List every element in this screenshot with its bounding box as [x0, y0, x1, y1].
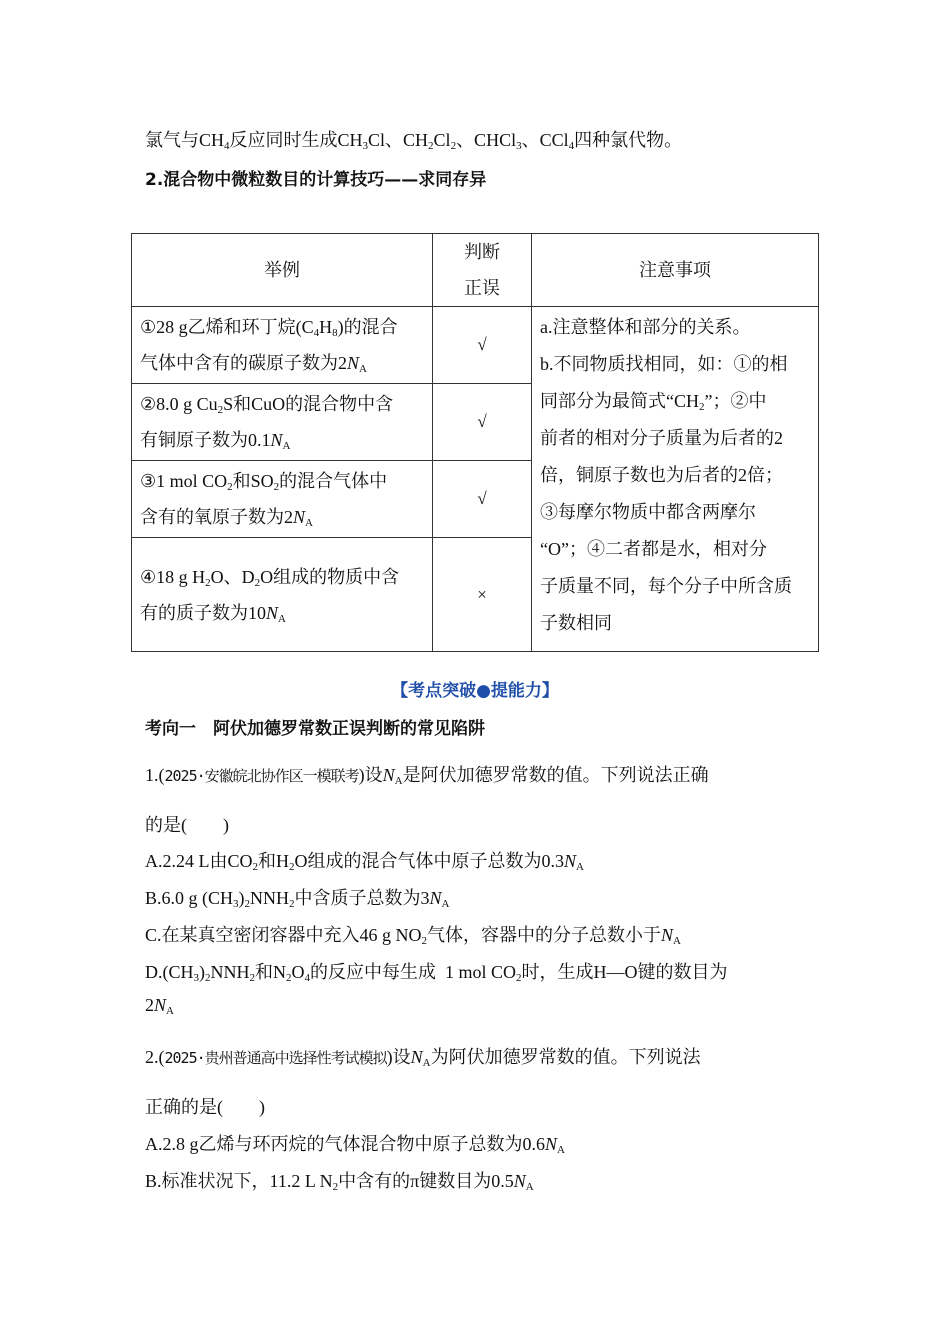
technique-table — [131, 233, 819, 652]
example-cell: ③1 mol $CO_2$和$SO_2$的混合气体中 含有的氧原子数为$2N_A$ — [132, 461, 433, 538]
q2-option-a: A.2.8 g乙烯与环丙烷的气体混合物中原子总数为$0.6N_A$ — [145, 1134, 565, 1156]
subsection-title: 考向一 阿伏加德罗常数正误判断的常见陷阱 — [145, 719, 485, 739]
q1-option-a: A.2.24 L由$CO_2$和$H_2O$组成的混合气体中原子总数为$0.3N_A$ — [145, 851, 584, 873]
header-example: 举例 — [132, 234, 433, 307]
example-cell: ①28 g乙烯和环丁烷$(C_4H_8)$的混合 气体中含有的碳原子数为$2N_A$ — [132, 307, 433, 384]
judgement-cell: √ — [433, 307, 532, 384]
header-notes: 注意事项 — [532, 234, 819, 307]
example-cell: ④18 g $H_2O$、$D_2O$组成的物质中含 有的质子数为$10N_A$ — [132, 538, 433, 652]
header-judgement-line1: 判断 — [464, 242, 500, 262]
judgement-cell: √ — [433, 384, 532, 461]
table-header-row — [132, 234, 819, 307]
intro-line: 氯气与$CH_4$反应同时生成$CH_3Cl$、$CH_2Cl_2$、CHCl$_3$、CCl$_4$四种氯代物。 — [145, 130, 683, 152]
judgement-cell: × — [433, 538, 532, 652]
header-judgement — [433, 234, 532, 307]
q2-option-b: B.标准状况下，11.2 L $N_2$中含有的π键数目为$0.5N_A$ — [145, 1171, 534, 1193]
judgement-cell: √ — [433, 461, 532, 538]
q1-option-b: B.6.0 g $(CH_3)_2NNH_2$中含质子总数为$3N_A$ — [145, 888, 450, 910]
table-row — [132, 307, 819, 384]
q1-option-c: C.在某真空密闭容器中充入46 g $NO_2$气体，容器中的分子总数小于$N_A$ — [145, 925, 681, 947]
q1-option-d-cont: $2N_A$ — [145, 995, 174, 1017]
notes-cell: a.注意整体和部分的关系。 b.不同物质找相同，如：①的相 同部分为最简式“$CH_2$”；②中 前者的相对分子质量为后者的2 倍，铜原子数也为后者的2倍； ③每摩尔物质中都含两摩尔 “O”；④二者都是水，相对分 子质量不同，每个分子中所含质 子数相同 — [532, 307, 819, 652]
q1-stem: 1.(2025·安徽皖北协作区一模联考)设$N_A$是阿伏加德罗常数的值。下列说法正确 — [145, 765, 709, 787]
q1-source: 2025·安徽皖北协作区一模联考 — [164, 767, 359, 785]
header-judgement-line2: 正误 — [464, 278, 500, 298]
q1-stem-2: 的是( ) — [145, 815, 229, 835]
q1-number: 1.( — [145, 765, 165, 785]
q2-number: 2.( — [145, 1047, 165, 1067]
q2-stem: 2.(2025·贵州普通高中选择性考试模拟)设$N_A$为阿伏加德罗常数的值。下列说法 — [145, 1047, 701, 1069]
q1-option-d: $D.(CH_3)_2NNH_2$和$N_2O_4$的反应中每生成 1 mol $CO_2$时，生成H—O键的数目为 — [145, 962, 728, 984]
q2-stem-2: 正确的是( ) — [145, 1097, 265, 1117]
heading-technique: 2.混合物中微粒数目的计算技巧——求同存异 — [145, 170, 487, 190]
q2-source: 2025·贵州普通高中选择性考试模拟 — [164, 1049, 387, 1067]
section-title: 【考点突破●提能力】 — [391, 681, 559, 701]
example-cell: ②8.0 g $Cu_2S$和CuO的混合物中含 有铜原子数为$0.1N_A$ — [132, 384, 433, 461]
